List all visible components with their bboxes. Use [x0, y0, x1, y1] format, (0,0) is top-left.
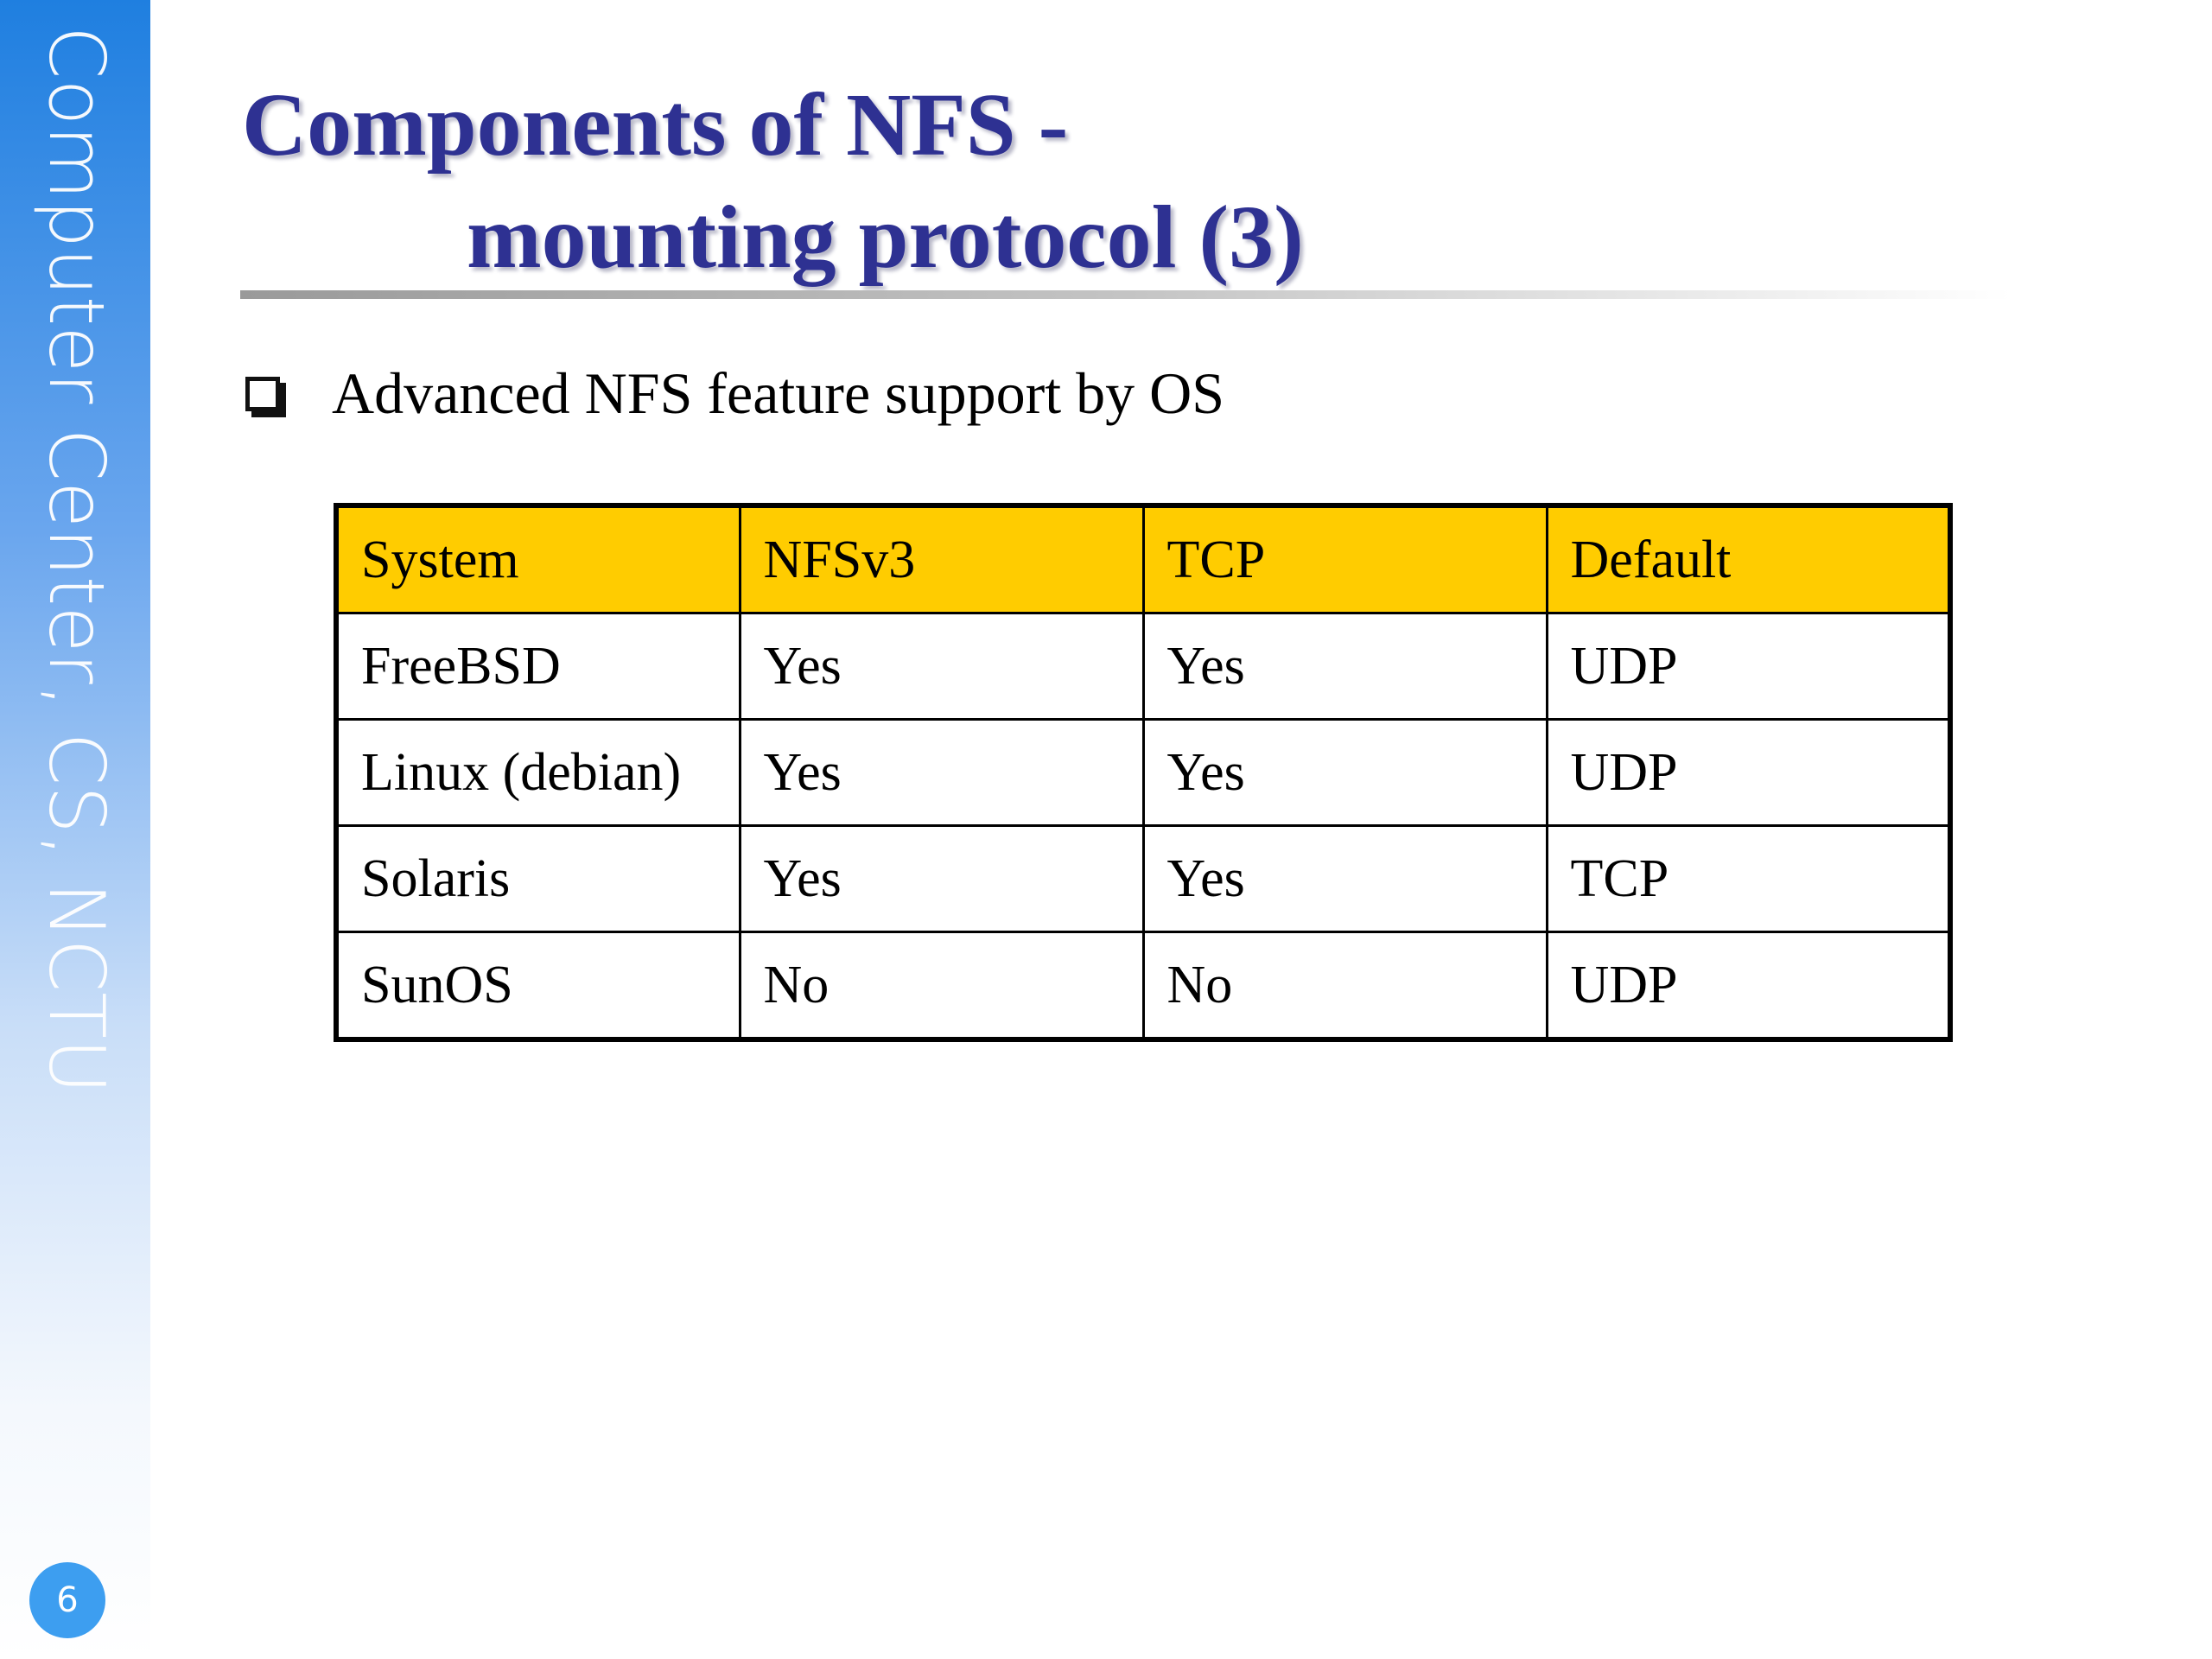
- sidebar: [0, 0, 150, 1659]
- table-cell: Yes: [740, 720, 1143, 826]
- table-cell: UDP: [1547, 720, 1950, 826]
- title-line-1: Components of NFS -: [242, 75, 1069, 175]
- header-cell: NFSv3: [740, 505, 1143, 613]
- table-row: [336, 932, 1950, 1040]
- table-cell: FreeBSD: [336, 613, 740, 720]
- title-underline: [240, 290, 2012, 299]
- bullet-item: [245, 359, 1224, 428]
- table-row: [336, 720, 1950, 826]
- table-cell: SunOS: [336, 932, 740, 1040]
- nfs-feature-table: [334, 503, 1953, 1042]
- table-row: [336, 613, 1950, 720]
- table-cell: Yes: [1143, 826, 1547, 932]
- table-row: [336, 826, 1950, 932]
- bullet-text: Advanced NFS feature support by OS: [332, 360, 1225, 426]
- table-cell: Yes: [1143, 613, 1547, 720]
- checkbox-bullet-icon: [245, 377, 280, 411]
- sidebar-label: Computer Center, CS, NCTU: [32, 26, 121, 1095]
- table-cell: UDP: [1547, 613, 1950, 720]
- table-cell: TCP: [1547, 826, 1950, 932]
- table-header-row: [336, 505, 1950, 613]
- table-cell: Yes: [1143, 720, 1547, 826]
- table-cell: Yes: [740, 826, 1143, 932]
- table-cell: No: [740, 932, 1143, 1040]
- page-number-badge: 6: [29, 1562, 105, 1638]
- header-cell: System: [336, 505, 740, 613]
- table-cell: Linux (debian): [336, 720, 740, 826]
- table-cell: Yes: [740, 613, 1143, 720]
- slide-title: [242, 69, 1884, 294]
- table-cell: Solaris: [336, 826, 740, 932]
- table-cell: No: [1143, 932, 1547, 1040]
- table-cell: UDP: [1547, 932, 1950, 1040]
- title-line-2: mounting protocol (3): [467, 188, 1304, 287]
- header-cell: Default: [1547, 505, 1950, 613]
- header-cell: TCP: [1143, 505, 1547, 613]
